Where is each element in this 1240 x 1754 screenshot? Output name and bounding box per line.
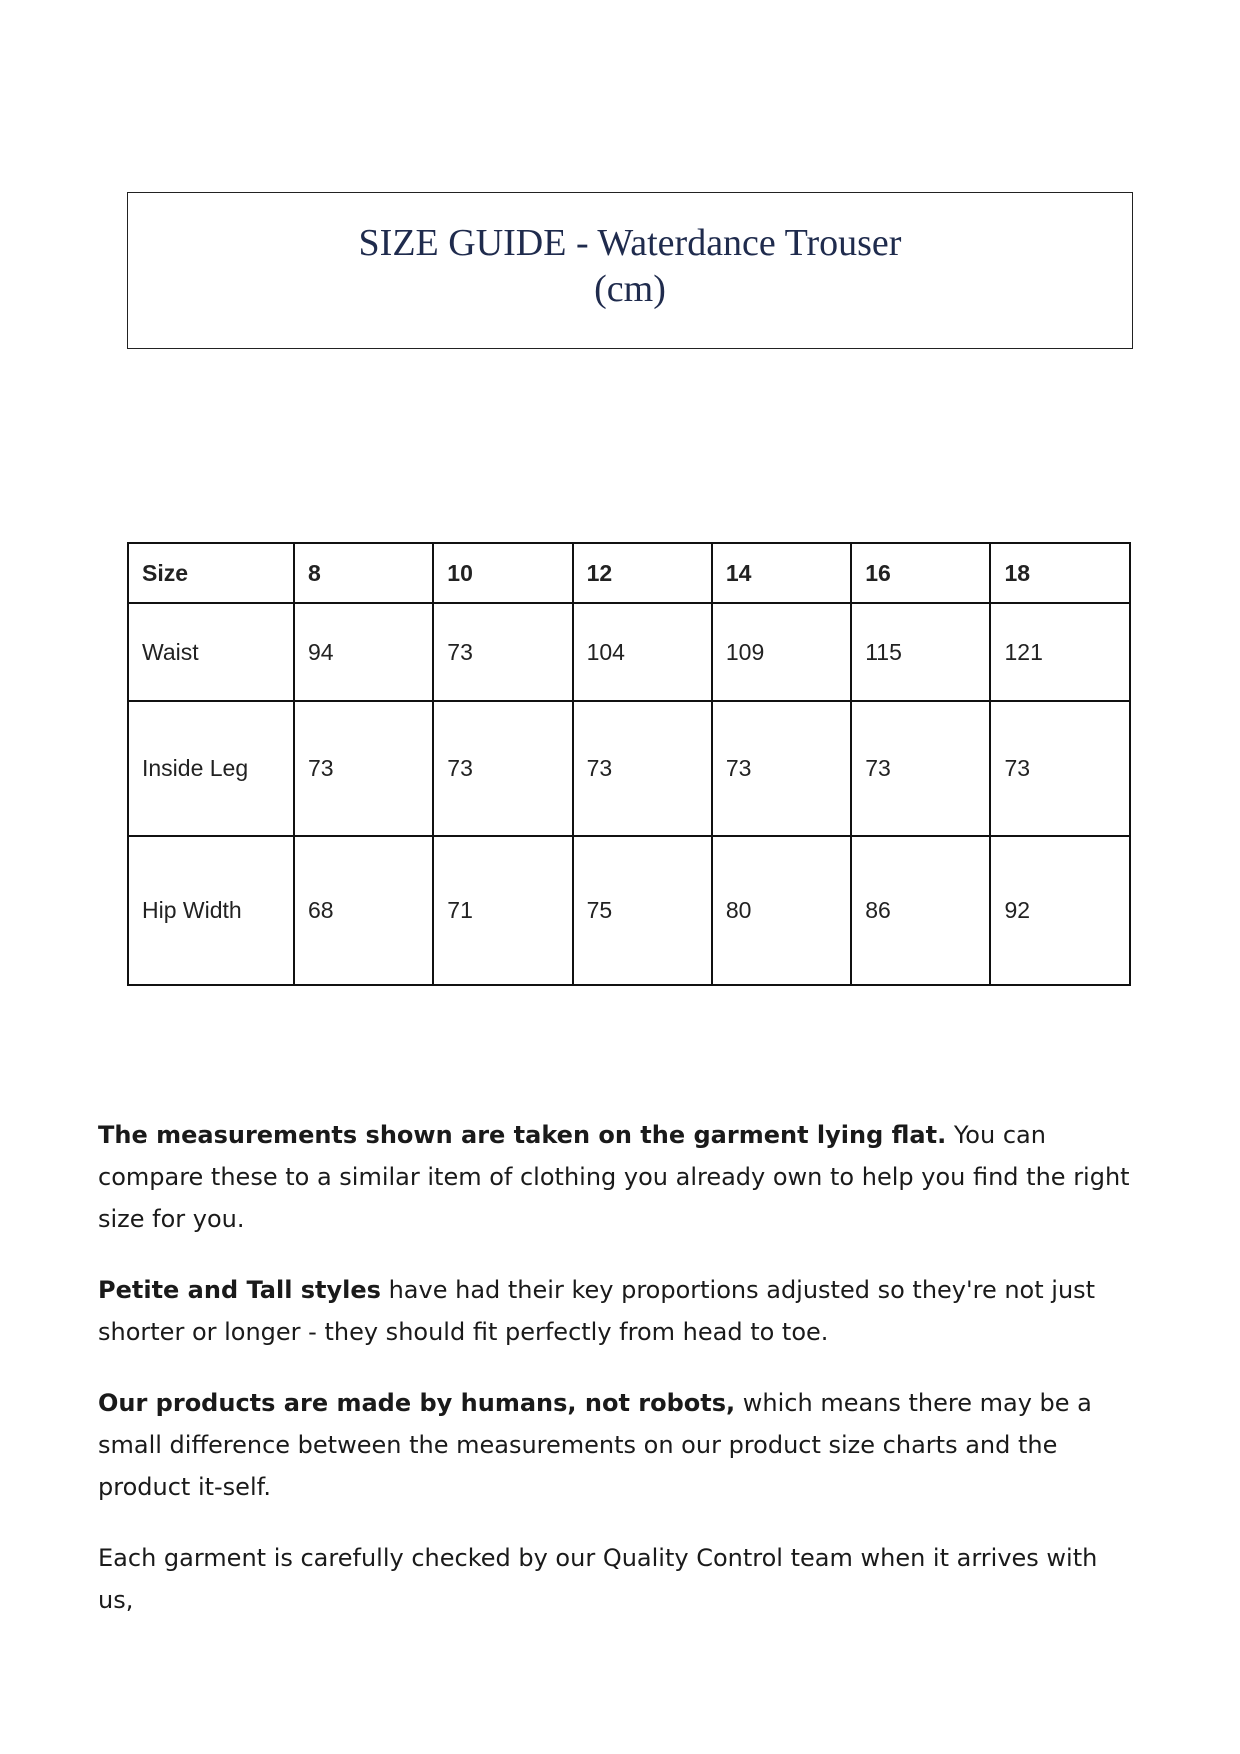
note-text: have had their key proportions adjusted so they're not just shorter or longer - they should fit perfectly from head to toe. xyxy=(98,1276,1096,1346)
header-cell: 14 xyxy=(712,543,851,603)
table-row xyxy=(128,836,1130,985)
header-cell: 18 xyxy=(990,543,1129,603)
size-table xyxy=(127,542,1131,986)
table-cell: 73 xyxy=(433,603,572,701)
header-cell: 10 xyxy=(433,543,572,603)
note-paragraph xyxy=(98,1537,1138,1621)
header-cell: 16 xyxy=(851,543,990,603)
note-text: You can compare these to a similar item of clothing you already own to help you find the right size for you. xyxy=(98,1121,1130,1233)
table-cell: 115 xyxy=(851,603,990,701)
note-text: Each garment is carefully checked by our Quality Control team when it arrives with us, xyxy=(98,1544,1098,1614)
title-box xyxy=(127,192,1133,349)
table-cell: 94 xyxy=(294,603,433,701)
table-cell: 73 xyxy=(294,701,433,836)
table-cell: 73 xyxy=(712,701,851,836)
note-bold-lead: Our products are made by humans, not robots, xyxy=(98,1389,736,1417)
table-cell: 121 xyxy=(990,603,1129,701)
table-header-row xyxy=(128,543,1130,603)
row-label: Hip Width xyxy=(128,836,294,985)
table-row xyxy=(128,603,1130,701)
note-text: which means there may be a small difference between the measurements on our product size charts and the product it-self. xyxy=(98,1389,1092,1501)
table-cell: 73 xyxy=(851,701,990,836)
note-paragraph xyxy=(98,1269,1138,1353)
page-title: SIZE GUIDE - Waterdance Trouser xyxy=(358,221,902,264)
table-row xyxy=(128,701,1130,836)
row-label: Inside Leg xyxy=(128,701,294,836)
table-cell: 92 xyxy=(990,836,1129,985)
row-label: Waist xyxy=(128,603,294,701)
table-cell: 80 xyxy=(712,836,851,985)
page-title-unit: (cm) xyxy=(594,267,666,310)
header-cell: 8 xyxy=(294,543,433,603)
table-cell: 73 xyxy=(573,701,712,836)
table-cell: 73 xyxy=(990,701,1129,836)
table-cell: 68 xyxy=(294,836,433,985)
table-cell: 86 xyxy=(851,836,990,985)
table-cell: 104 xyxy=(573,603,712,701)
note-paragraph xyxy=(98,1382,1138,1508)
note-bold-lead: The measurements shown are taken on the garment lying flat. xyxy=(98,1121,947,1149)
table-cell: 73 xyxy=(433,701,572,836)
table-cell: 75 xyxy=(573,836,712,985)
table-cell: 109 xyxy=(712,603,851,701)
header-cell: 12 xyxy=(573,543,712,603)
notes-section xyxy=(98,1114,1138,1650)
note-paragraph xyxy=(98,1114,1138,1240)
table-cell: 71 xyxy=(433,836,572,985)
note-bold-lead: Petite and Tall styles xyxy=(98,1276,381,1304)
header-cell-size: Size xyxy=(128,543,294,603)
